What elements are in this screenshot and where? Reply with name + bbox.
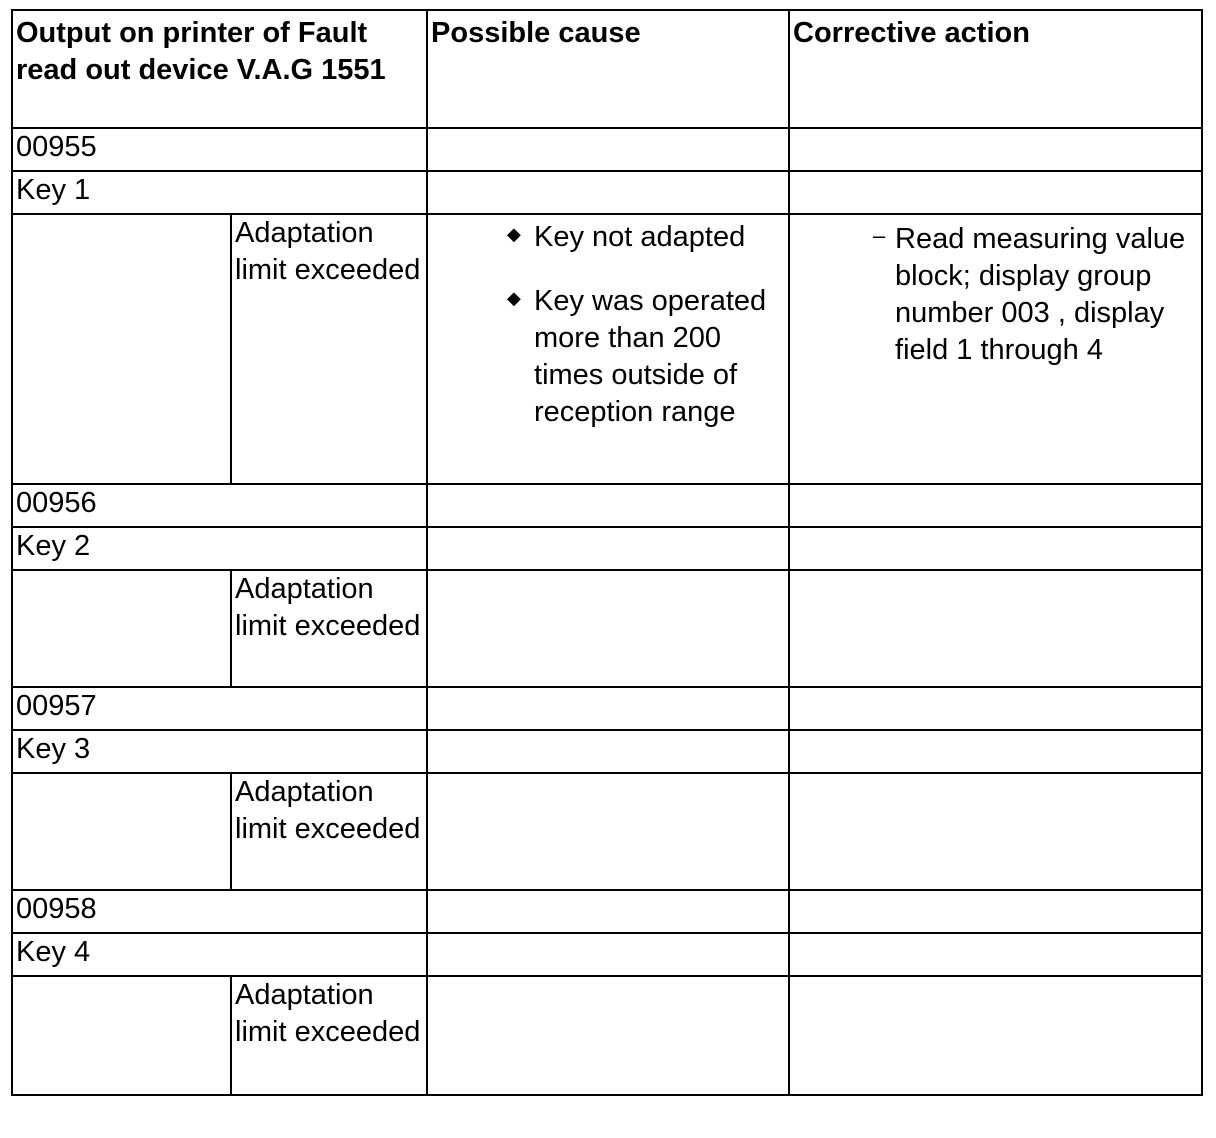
key-label: Key 1 bbox=[12, 171, 427, 214]
empty-cell bbox=[427, 128, 789, 171]
empty-cell bbox=[12, 773, 231, 890]
empty-cell bbox=[427, 890, 789, 933]
empty-cell bbox=[789, 171, 1202, 214]
cause-text: Key was operated more than 200 times outside of reception range bbox=[534, 285, 767, 428]
header-corrective-action: Corrective action bbox=[789, 10, 1202, 128]
empty-cell bbox=[12, 976, 231, 1095]
fault-code: 00957 bbox=[12, 687, 427, 730]
empty-cell bbox=[12, 570, 231, 687]
fault-code: 00958 bbox=[12, 890, 427, 933]
empty-cell bbox=[789, 730, 1202, 773]
table-row bbox=[12, 730, 1202, 773]
possible-cause-cell bbox=[427, 214, 789, 484]
header-output: Output on printer of Fault read out device V.A.G 1551 bbox=[12, 10, 427, 128]
empty-cell bbox=[789, 773, 1202, 890]
empty-cell bbox=[427, 687, 789, 730]
key-label: Key 2 bbox=[12, 527, 427, 570]
table-row bbox=[12, 214, 1202, 484]
fault-code: 00956 bbox=[12, 484, 427, 527]
list-item bbox=[431, 219, 785, 256]
empty-cell bbox=[427, 484, 789, 527]
scan-line-artifact bbox=[941, 932, 1039, 934]
diamond-bullet-icon: ◆ bbox=[507, 224, 521, 244]
key-label: Key 4 bbox=[12, 933, 427, 976]
empty-cell bbox=[789, 570, 1202, 687]
empty-cell bbox=[789, 933, 1202, 976]
cause-text: Key not adapted bbox=[534, 221, 746, 253]
empty-cell bbox=[427, 171, 789, 214]
empty-cell bbox=[427, 527, 789, 570]
fault-description: Adaptation limit exceeded bbox=[231, 214, 427, 484]
table-row bbox=[12, 773, 1202, 890]
action-text: Read measuring value block; display group number 003 , display field 1 through 4 bbox=[895, 223, 1186, 366]
table-row bbox=[12, 128, 1202, 171]
empty-cell bbox=[789, 527, 1202, 570]
empty-cell bbox=[427, 933, 789, 976]
empty-cell bbox=[427, 730, 789, 773]
possible-cause-list bbox=[431, 215, 785, 431]
corrective-action-cell bbox=[789, 214, 1202, 484]
table-row bbox=[12, 976, 1202, 1095]
empty-cell bbox=[427, 976, 789, 1095]
empty-cell bbox=[789, 890, 1202, 933]
empty-cell bbox=[789, 976, 1202, 1095]
table-row bbox=[12, 890, 1202, 933]
header-possible-cause: Possible cause bbox=[427, 10, 789, 128]
empty-cell bbox=[427, 570, 789, 687]
dash-bullet-icon: – bbox=[873, 223, 886, 248]
table-row bbox=[12, 484, 1202, 527]
fault-description: Adaptation limit exceeded bbox=[231, 570, 427, 687]
corrective-action-list bbox=[793, 215, 1198, 369]
list-item bbox=[431, 283, 785, 431]
diamond-bullet-icon: ◆ bbox=[507, 288, 521, 308]
table-row bbox=[12, 687, 1202, 730]
empty-cell bbox=[789, 687, 1202, 730]
key-label: Key 3 bbox=[12, 730, 427, 773]
fault-description: Adaptation limit exceeded bbox=[231, 773, 427, 890]
table-row bbox=[12, 527, 1202, 570]
fault-code: 00955 bbox=[12, 128, 427, 171]
table-row bbox=[12, 570, 1202, 687]
fault-description: Adaptation limit exceeded bbox=[231, 976, 427, 1095]
table-header-row bbox=[12, 10, 1202, 128]
empty-cell bbox=[789, 128, 1202, 171]
empty-cell bbox=[427, 773, 789, 890]
empty-cell bbox=[789, 484, 1202, 527]
list-item bbox=[793, 221, 1198, 369]
table-row bbox=[12, 171, 1202, 214]
table-row bbox=[12, 933, 1202, 976]
empty-cell bbox=[12, 214, 231, 484]
